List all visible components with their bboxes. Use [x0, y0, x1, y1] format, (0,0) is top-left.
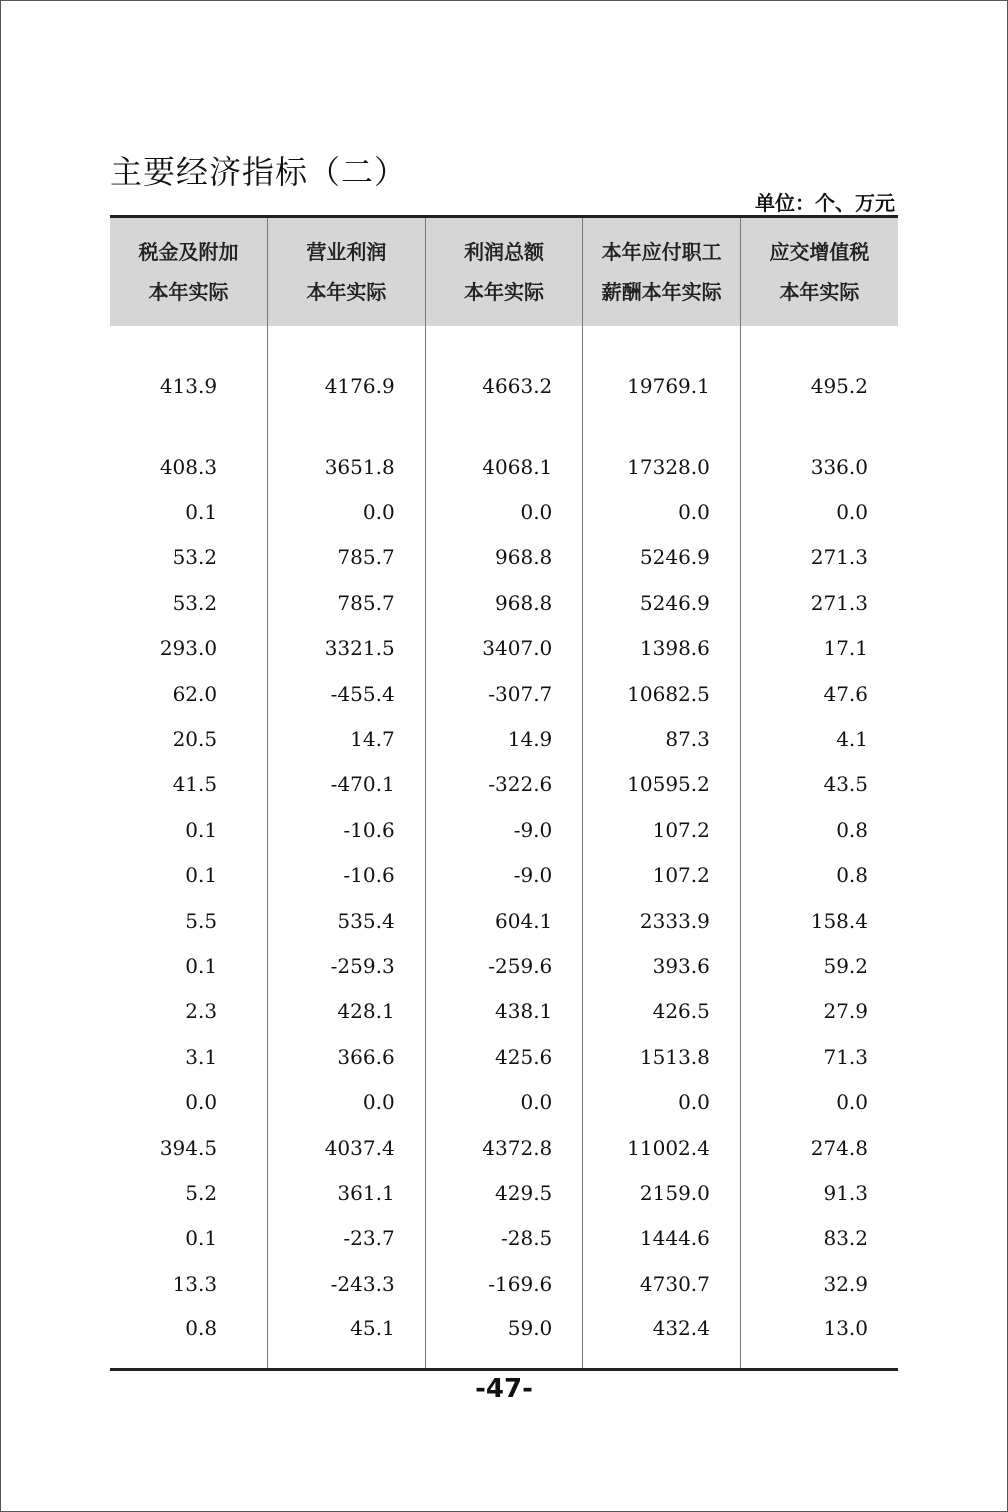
table-bottom-rule — [110, 1370, 898, 1372]
table-cell: 408.3 — [159, 454, 218, 479]
table-row — [110, 898, 898, 943]
header-line: 薪酬本年实际 — [601, 280, 722, 304]
table-cell: 438.1 — [425, 989, 583, 1034]
table-cell: 14.9 — [425, 716, 583, 761]
table-cell: 271.3 — [740, 535, 898, 580]
table-row — [110, 853, 898, 898]
table-cell: -9.0 — [425, 807, 583, 852]
table-cell — [583, 398, 741, 444]
table-cell: 0.0 — [740, 1079, 898, 1124]
table-row — [110, 1079, 898, 1124]
table-row — [110, 1261, 898, 1306]
table-cell: 336.0 — [740, 444, 898, 489]
economic-indicators-table — [110, 215, 898, 1371]
table-row — [110, 535, 898, 580]
table-cell: 271.3 — [740, 580, 898, 625]
table-cell: 14.7 — [268, 716, 426, 761]
table-cell: 394.5 — [159, 1135, 218, 1160]
table-cell: -259.6 — [425, 943, 583, 988]
header-line: 本年实际 — [463, 280, 544, 304]
table-cell: 293.0 — [159, 636, 218, 661]
table-cell: 41.5 — [172, 772, 218, 797]
table-cell: 428.1 — [268, 989, 426, 1034]
table-cell: 59.2 — [740, 943, 898, 988]
table-cell: 393.6 — [583, 943, 741, 988]
table-cell: -9.0 — [425, 853, 583, 898]
table-cell: 1398.6 — [583, 626, 741, 671]
table-row — [110, 716, 898, 761]
table-cell: 3407.0 — [425, 626, 583, 671]
table-row — [110, 326, 898, 398]
table-cell: 0.0 — [185, 1090, 218, 1115]
table-cell: -23.7 — [268, 1216, 426, 1261]
table-cell: 4068.1 — [425, 444, 583, 489]
table-row — [110, 671, 898, 716]
table-cell: 0.0 — [425, 489, 583, 534]
table-cell: 17328.0 — [583, 444, 741, 489]
table-cell: 0.0 — [583, 489, 741, 534]
table-cell: 45.1 — [268, 1306, 426, 1370]
table-cell: 0.0 — [268, 1079, 426, 1124]
table-cell: 432.4 — [583, 1306, 741, 1370]
table-cell: 5246.9 — [583, 535, 741, 580]
header-operating-profit — [268, 217, 426, 327]
table-cell: 785.7 — [268, 535, 426, 580]
table-row — [110, 1170, 898, 1215]
table-cell: -470.1 — [268, 762, 426, 807]
table-cell: 0.8 — [185, 1316, 218, 1341]
table-cell: -243.3 — [268, 1261, 426, 1306]
table-spacer-row — [110, 398, 898, 444]
table-cell: 59.0 — [425, 1306, 583, 1370]
table-row — [110, 943, 898, 988]
table-cell: 71.3 — [740, 1034, 898, 1079]
header-line: 应交增值税 — [769, 240, 870, 264]
table-cell: 47.6 — [740, 671, 898, 716]
table-cell: -28.5 — [425, 1216, 583, 1261]
header-line: 本年应付职工 — [601, 240, 722, 264]
table-cell: 32.9 — [740, 1261, 898, 1306]
table-cell: 19769.1 — [583, 326, 741, 398]
table-cell: 604.1 — [425, 898, 583, 943]
table-cell: 4372.8 — [425, 1125, 583, 1170]
table-cell: -10.6 — [268, 853, 426, 898]
table-cell: 158.4 — [740, 898, 898, 943]
table-cell: 4176.9 — [268, 326, 426, 398]
header-line: 本年实际 — [148, 280, 229, 304]
table-cell: 968.8 — [425, 535, 583, 580]
table-row — [110, 1216, 898, 1261]
table-cell — [268, 398, 426, 444]
unit-label: 单位：个、万元 — [755, 191, 895, 215]
table-cell: 0.1 — [185, 500, 218, 525]
table-cell: 4037.4 — [268, 1125, 426, 1170]
table-cell: 0.1 — [185, 863, 218, 888]
header-line: 本年实际 — [779, 280, 860, 304]
table-row — [110, 989, 898, 1034]
table-cell: 0.0 — [740, 489, 898, 534]
table-cell — [740, 398, 898, 444]
table-cell: 11002.4 — [583, 1125, 741, 1170]
table-cell: 3651.8 — [268, 444, 426, 489]
table-row — [110, 580, 898, 625]
header-line: 利润总额 — [463, 240, 544, 264]
table-cell: 366.6 — [268, 1034, 426, 1079]
header-line: 营业利润 — [306, 240, 387, 264]
table-cell: -169.6 — [425, 1261, 583, 1306]
header-total-profit — [425, 217, 583, 327]
table-cell: 4730.7 — [583, 1261, 741, 1306]
header-vat-payable — [740, 217, 898, 327]
table-cell: 107.2 — [583, 853, 741, 898]
table-cell: 1513.8 — [583, 1034, 741, 1079]
table-cell: 3.1 — [185, 1044, 218, 1069]
table-row — [110, 626, 898, 671]
table-cell: 2.3 — [185, 999, 218, 1024]
table-cell: 0.0 — [425, 1079, 583, 1124]
table-cell: 4.1 — [740, 716, 898, 761]
table-row — [110, 762, 898, 807]
table-cell: 0.1 — [185, 953, 218, 978]
table-cell: 968.8 — [425, 580, 583, 625]
table-row — [110, 489, 898, 534]
table-cell: 27.9 — [740, 989, 898, 1034]
table-cell: 0.1 — [185, 817, 218, 842]
table-cell: 429.5 — [425, 1170, 583, 1215]
table-cell: 1444.6 — [583, 1216, 741, 1261]
header-tax-surcharge — [110, 217, 268, 327]
table-cell: 0.0 — [268, 489, 426, 534]
table-cell: 13.3 — [172, 1271, 218, 1296]
table-cell: -455.4 — [268, 671, 426, 716]
table-cell: -10.6 — [268, 807, 426, 852]
table-cell: 107.2 — [583, 807, 741, 852]
table-cell: -307.7 — [425, 671, 583, 716]
table-cell: 43.5 — [740, 762, 898, 807]
table-cell: -322.6 — [425, 762, 583, 807]
table-cell: 5.2 — [185, 1180, 218, 1205]
table-cell — [110, 398, 268, 444]
table-cell: 17.1 — [740, 626, 898, 671]
table-cell: 87.3 — [583, 716, 741, 761]
header-line: 本年实际 — [306, 280, 387, 304]
table-cell: 785.7 — [268, 580, 426, 625]
table-cell: 426.5 — [583, 989, 741, 1034]
page-title: 主要经济指标（二） — [110, 153, 408, 191]
table-cell: 53.2 — [172, 545, 218, 570]
table-cell: 5.5 — [185, 908, 218, 933]
table-cell: 5246.9 — [583, 580, 741, 625]
table-cell: 62.0 — [172, 681, 218, 706]
table-cell: -259.3 — [268, 943, 426, 988]
table-cell: 3321.5 — [268, 626, 426, 671]
table-cell: 274.8 — [740, 1125, 898, 1170]
table-cell: 361.1 — [268, 1170, 426, 1215]
table-cell: 0.0 — [583, 1079, 741, 1124]
table-cell — [425, 398, 583, 444]
table-row — [110, 1306, 898, 1370]
table-cell: 91.3 — [740, 1170, 898, 1215]
table-row — [110, 807, 898, 852]
table-cell: 20.5 — [172, 727, 218, 752]
table-cell: 13.0 — [740, 1306, 898, 1370]
table-cell: 10682.5 — [583, 671, 741, 716]
table-row — [110, 1034, 898, 1079]
table-cell: 495.2 — [740, 326, 898, 398]
table-cell: 83.2 — [740, 1216, 898, 1261]
table-cell: 0.8 — [740, 807, 898, 852]
table-header-row — [110, 217, 898, 327]
table-cell: 53.2 — [172, 590, 218, 615]
table-cell: 2159.0 — [583, 1170, 741, 1215]
table-row — [110, 1125, 898, 1170]
table-row — [110, 444, 898, 489]
header-employee-pay — [583, 217, 741, 327]
table-cell: 0.8 — [740, 853, 898, 898]
table-cell: 2333.9 — [583, 898, 741, 943]
header-line: 税金及附加 — [138, 240, 239, 264]
table-cell: 0.1 — [185, 1226, 218, 1251]
table-cell: 413.9 — [159, 374, 218, 398]
table-cell: 425.6 — [425, 1034, 583, 1079]
page-number: -47- — [475, 1374, 533, 1404]
table-cell: 10595.2 — [583, 762, 741, 807]
table-cell: 535.4 — [268, 898, 426, 943]
table-cell: 4663.2 — [425, 326, 583, 398]
